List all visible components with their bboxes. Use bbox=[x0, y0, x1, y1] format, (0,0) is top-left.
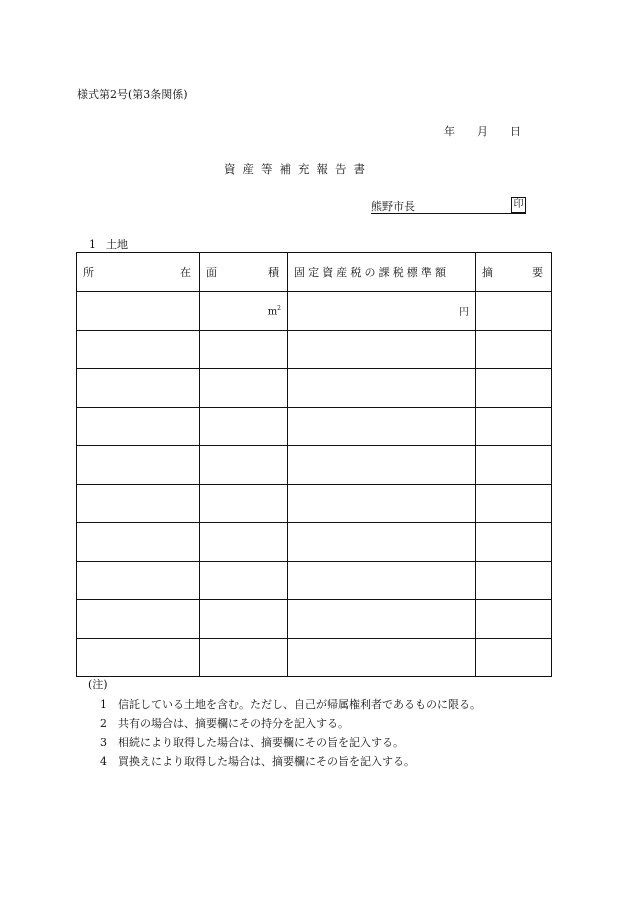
notes-title: (注) bbox=[88, 678, 108, 691]
date-year: 年 bbox=[444, 125, 455, 138]
tax-base-cell[interactable] bbox=[288, 523, 476, 562]
remarks-cell[interactable] bbox=[476, 561, 552, 600]
table-row bbox=[77, 292, 552, 331]
area-cell[interactable] bbox=[200, 638, 288, 677]
area-cell[interactable] bbox=[200, 407, 288, 446]
area-cell[interactable] bbox=[200, 484, 288, 523]
location-cell[interactable] bbox=[77, 369, 200, 408]
area-cell[interactable] bbox=[200, 292, 288, 331]
remarks-cell[interactable] bbox=[476, 638, 552, 677]
area-cell[interactable] bbox=[200, 446, 288, 485]
note-item: 4 買換えにより取得した場合は、摘要欄にその旨を記入する。 bbox=[100, 755, 415, 768]
area-unit: m bbox=[267, 305, 278, 317]
note-item: 1 信託している土地を含む。ただし、自己が帰属権利者であるものに限る。 bbox=[100, 698, 481, 711]
table-row bbox=[77, 369, 552, 408]
location-cell[interactable] bbox=[77, 600, 200, 639]
location-cell[interactable] bbox=[77, 561, 200, 600]
location-cell[interactable] bbox=[77, 638, 200, 677]
table-row bbox=[77, 446, 552, 485]
remarks-cell[interactable] bbox=[476, 369, 552, 408]
form-number: 様式第2号(第3条関係) bbox=[77, 88, 188, 101]
header-tax-base: 固定資産税の課税標準額 bbox=[288, 253, 476, 292]
seal-stamp: 印 bbox=[511, 197, 526, 213]
date-day: 日 bbox=[510, 125, 521, 138]
mayor-signature-line bbox=[371, 198, 526, 214]
table-row bbox=[77, 407, 552, 446]
tax-base-cell[interactable] bbox=[288, 330, 476, 369]
tax-base-cell[interactable] bbox=[288, 292, 476, 331]
mayor-label: 熊野市長 bbox=[371, 200, 415, 213]
note-item: 2 共有の場合は、摘要欄にその持分を記入する。 bbox=[100, 717, 349, 730]
location-cell[interactable] bbox=[77, 292, 200, 331]
tax-base-cell[interactable] bbox=[288, 369, 476, 408]
section-label: 土地 bbox=[106, 238, 128, 251]
date-line bbox=[444, 123, 521, 139]
date-month: 月 bbox=[477, 125, 488, 138]
remarks-cell[interactable] bbox=[476, 292, 552, 331]
remarks-cell[interactable] bbox=[476, 407, 552, 446]
location-cell[interactable] bbox=[77, 330, 200, 369]
area-cell[interactable] bbox=[200, 369, 288, 408]
location-cell[interactable] bbox=[77, 484, 200, 523]
table-row bbox=[77, 561, 552, 600]
header-area: 面 積 bbox=[200, 253, 288, 292]
area-unit-exponent: 2 bbox=[277, 304, 281, 312]
location-cell[interactable] bbox=[77, 523, 200, 562]
remarks-cell[interactable] bbox=[476, 330, 552, 369]
section-heading bbox=[89, 236, 128, 252]
header-location: 所 在 bbox=[77, 253, 200, 292]
table-header-row bbox=[77, 253, 552, 292]
remarks-cell[interactable] bbox=[476, 446, 552, 485]
tax-base-cell[interactable] bbox=[288, 561, 476, 600]
yen-unit: 円 bbox=[459, 307, 469, 319]
table-row bbox=[77, 330, 552, 369]
location-cell[interactable] bbox=[77, 446, 200, 485]
area-cell[interactable] bbox=[200, 330, 288, 369]
area-cell[interactable] bbox=[200, 523, 288, 562]
tax-base-cell[interactable] bbox=[288, 600, 476, 639]
remarks-cell[interactable] bbox=[476, 523, 552, 562]
note-item: 3 相続により取得した場合は、摘要欄にその旨を記入する。 bbox=[100, 736, 404, 749]
table-row bbox=[77, 638, 552, 677]
area-cell[interactable] bbox=[200, 600, 288, 639]
document-title: 資産等補充報告書 bbox=[224, 162, 372, 176]
remarks-cell[interactable] bbox=[476, 600, 552, 639]
remarks-cell[interactable] bbox=[476, 484, 552, 523]
location-cell[interactable] bbox=[77, 407, 200, 446]
table-row bbox=[77, 600, 552, 639]
table-row bbox=[77, 484, 552, 523]
tax-base-cell[interactable] bbox=[288, 484, 476, 523]
tax-base-cell[interactable] bbox=[288, 407, 476, 446]
tax-base-cell[interactable] bbox=[288, 446, 476, 485]
land-table bbox=[76, 252, 552, 677]
section-number: 1 bbox=[89, 238, 96, 251]
tax-base-cell[interactable] bbox=[288, 638, 476, 677]
area-cell[interactable] bbox=[200, 561, 288, 600]
table-row bbox=[77, 523, 552, 562]
header-remarks: 摘 要 bbox=[476, 253, 552, 292]
